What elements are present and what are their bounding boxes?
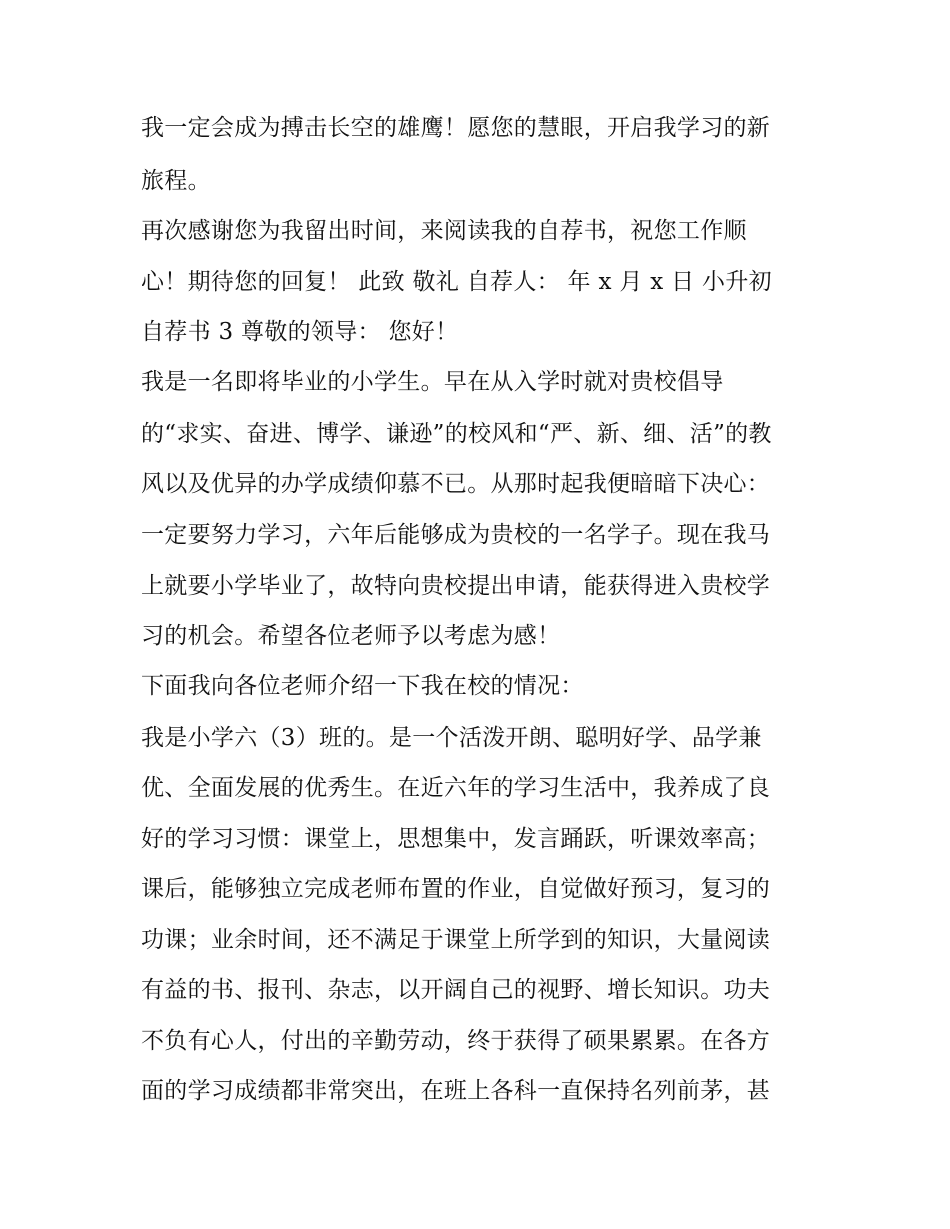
text-line: 习的机会。希望各位老师予以考虑为感！ — [141, 623, 561, 649]
text-line: 好的学习习惯：课堂上，思想集中，发言踊跃，听课效率高； — [141, 826, 771, 852]
text-line: 我是一名即将毕业的小学生。早在从入学时就对贵校倡导 — [141, 369, 724, 395]
text-line: 一定要努力学习，六年后能够成为贵校的一名学子。现在我马 — [141, 522, 771, 548]
text-line: 功课；业余时间，还不满足于课堂上所学到的知识，大量阅读 — [141, 927, 771, 953]
text-line: 面的学习成绩都非常突出，在班上各科一直保持名列前茅，甚 — [141, 1078, 771, 1104]
text-line: 我一定会成为搏击长空的雄鹰！愿您的慧眼，开启我学习的新 — [141, 115, 771, 141]
text-line: 风以及优异的办学成绩仰慕不已。从那时起我便暗暗下决心： — [141, 471, 771, 497]
text-line: 的“求实、奋进、博学、谦逊”的校风和“严、新、细、活”的教 — [141, 421, 772, 447]
text-line: 我是小学六（3）班的。是一个活泼开朗、聪明好学、品学兼 — [141, 725, 762, 751]
text-line: 不负有心人，付出的辛勤劳动，终于获得了硕果累累。在各方 — [141, 1028, 771, 1054]
text-line: 有益的书、报刊、杂志，以开阔自己的视野、增长知识。功夫 — [141, 977, 771, 1003]
text-line: 自荐书 3 尊敬的领导： 您好！ — [141, 319, 459, 345]
text-line: 优、全面发展的优秀生。在近六年的学习生活中，我养成了良 — [141, 775, 771, 801]
text-line: 心！期待您的回复！ 此致 敬礼 自荐人： 年 x 月 x 日 小升初 — [141, 269, 772, 295]
text-line: 上就要小学毕业了，故特向贵校提出申请，能获得进入贵校学 — [141, 573, 771, 599]
text-line: 课后，能够独立完成老师布置的作业，自觉做好预习，复习的 — [141, 876, 771, 902]
text-line: 再次感谢您为我留出时间，来阅读我的自荐书，祝您工作顺 — [141, 218, 747, 244]
text-line: 旅程。 — [141, 168, 211, 194]
text-line: 下面我向各位老师介绍一下我在校的情况： — [141, 673, 584, 699]
